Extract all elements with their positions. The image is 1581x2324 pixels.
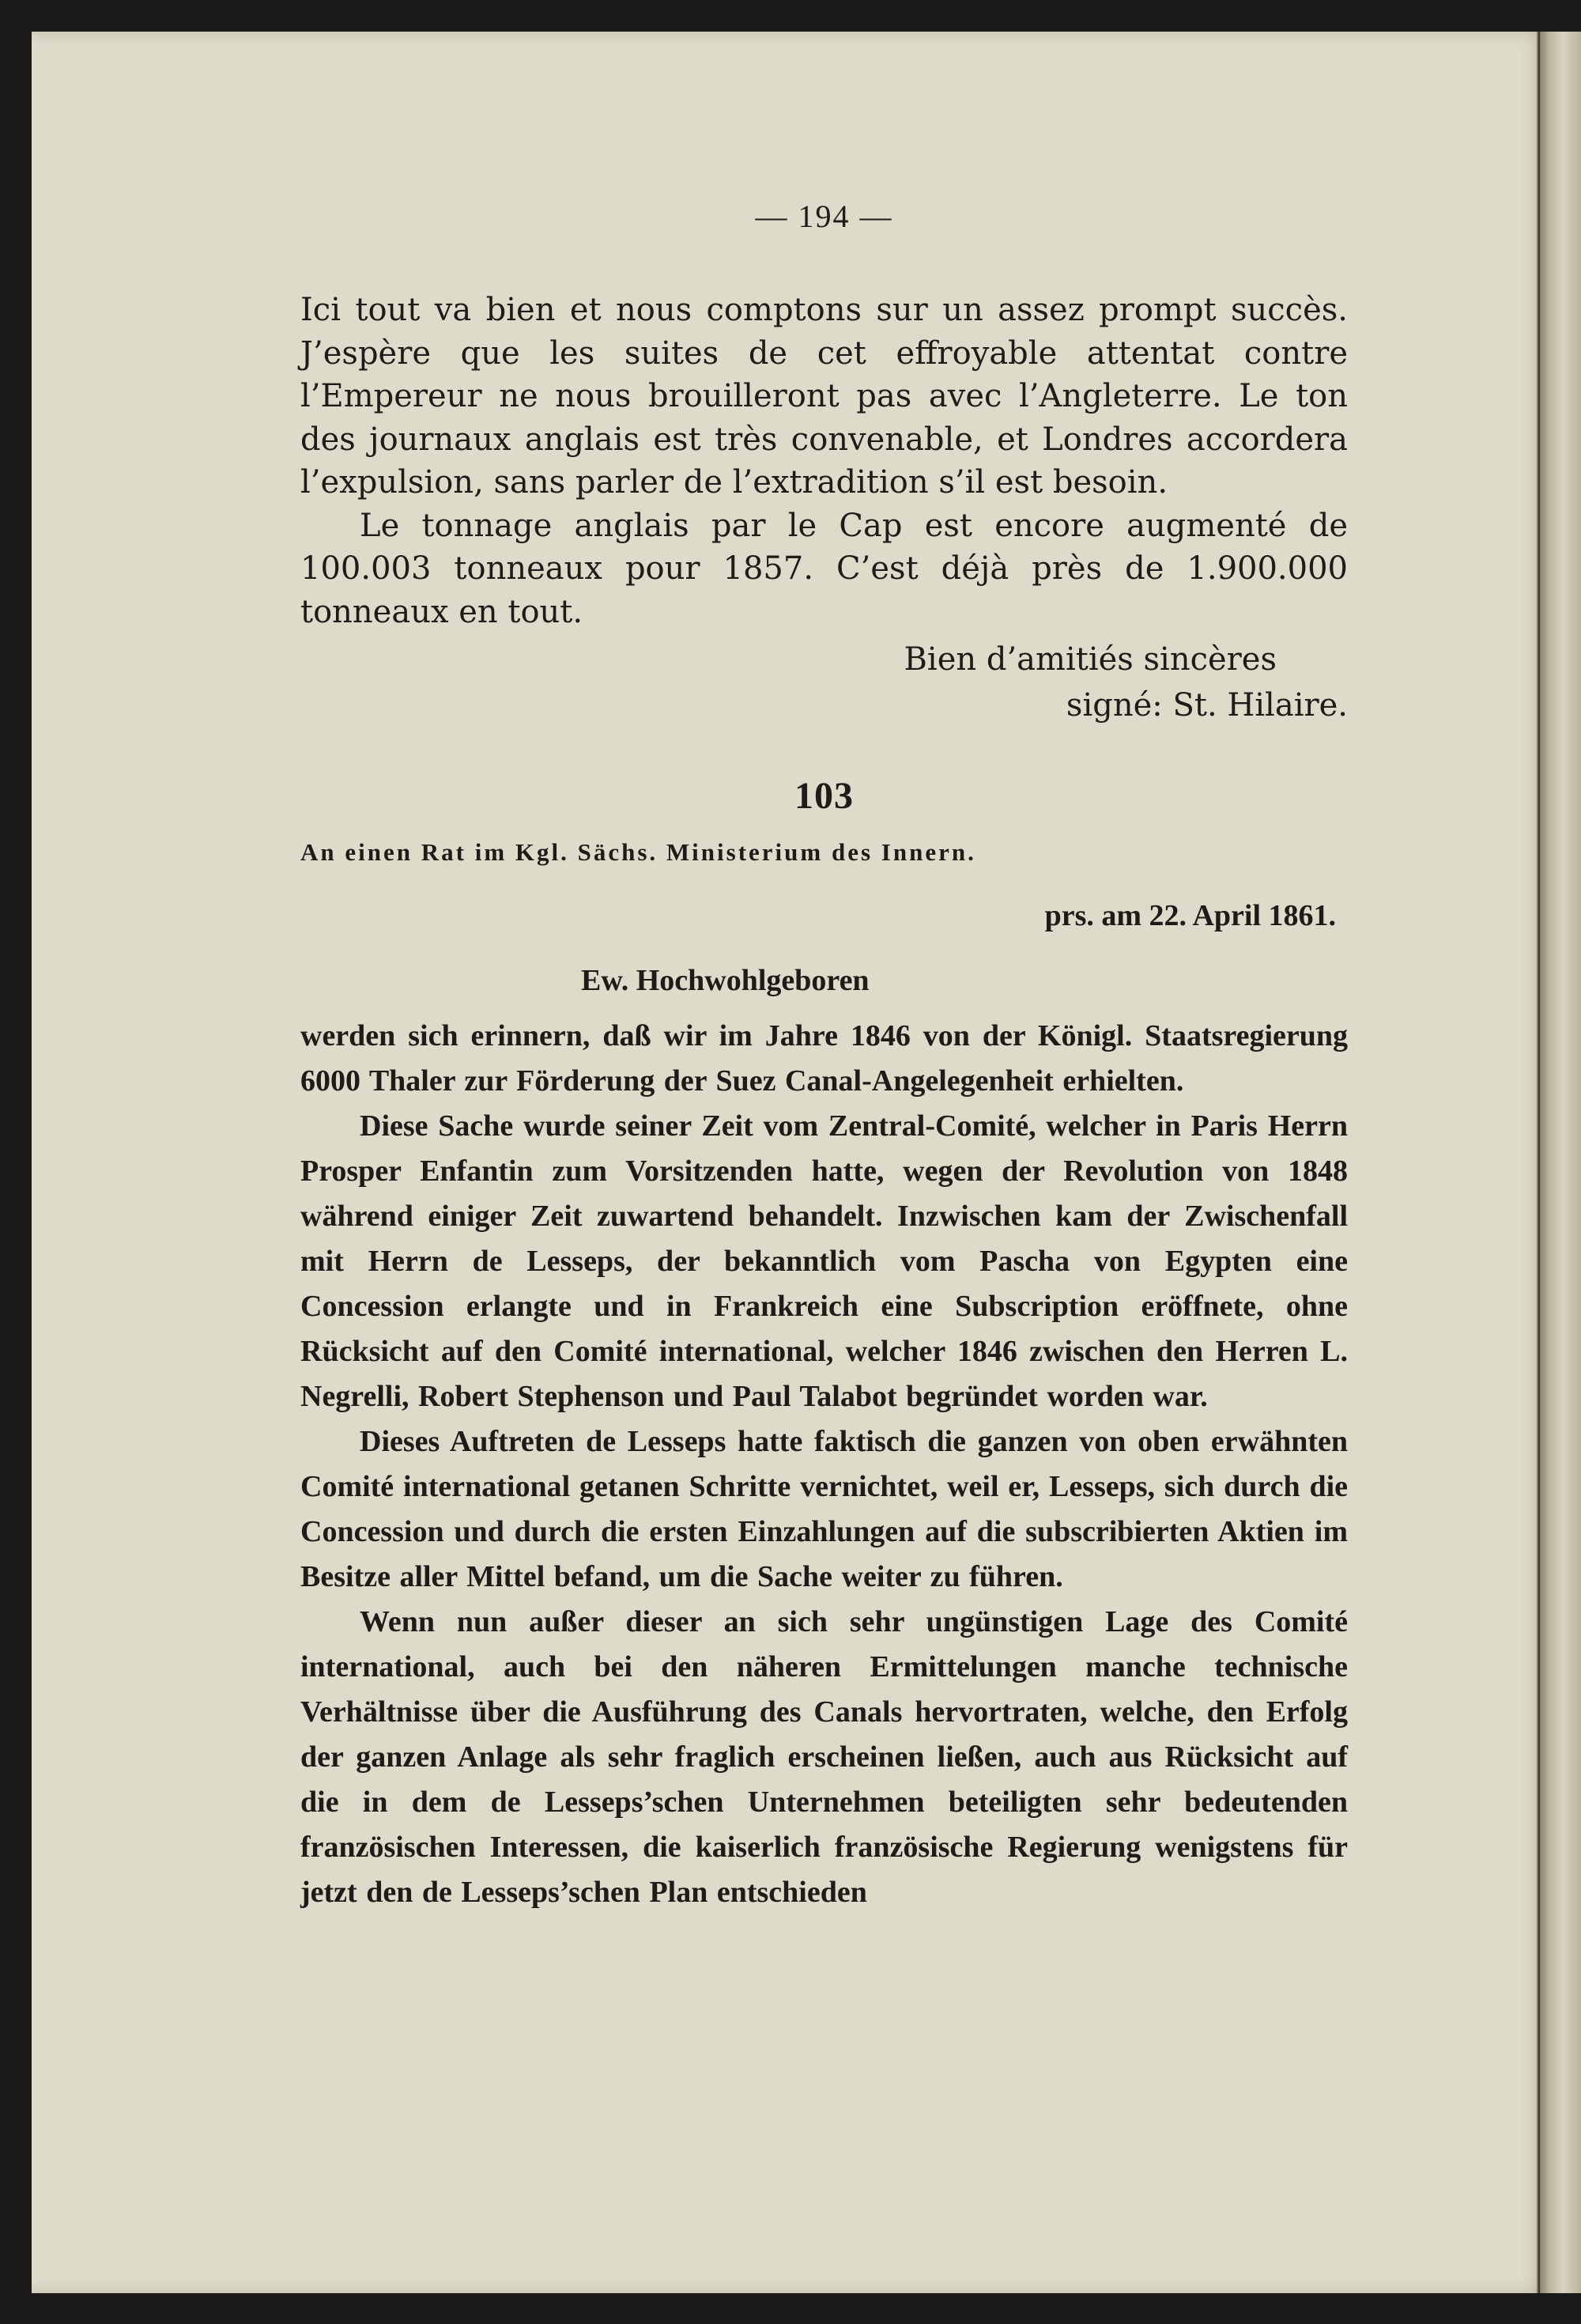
page-text [300,198,1348,1915]
letter-salutation: Ew. Hochwohlgeboren [581,964,870,997]
french-paragraph-2: Le tonnage anglais par le Cap est encore augmenté de 100.003 tonneaux pour 1857. C’est déjà près de 1.900.000 tonneaux en tout. [300,507,1348,630]
page-edge [1537,32,1581,2293]
german-paragraph-2: Diese Sache wurde seiner Zeit vom Zentral-Comité, welcher in Paris Herrn Prosper Enfantin zum Vorsitzenden hatte, wegen der Revolution von 1848 während einiger Zeit zuwartend behandelt. Inzwischen kam der Zwischenfall mit Herrn de Lesseps, der bekanntlich vom Pascha von Egypten eine Concession erlangte und in Frankreich eine Subscription eröffnete, ohne Rücksicht auf den Comité international, welcher 1846 zwischen den Herren L. Negrelli, Robert Stephenson und Paul Talabot begründet worden war. [300,1109,1348,1413]
french-paragraph-1: Ici tout va bien et nous comptons sur un assez prompt succès. J’espère que les suites de cet effroyable attentat contre l’Empereur ne nous brouilleront pas avec l’Angleterre. Le ton des journaux anglais est très convenable, et Londres accordera l’expulsion, sans parler de l’extradition s’il est besoin. [300,292,1348,501]
letter-recipient: An einen Rat im Kgl. Sächs. Ministerium des Innern. [300,838,976,866]
letter-signature: signé: St. Hilaire. [1066,687,1348,724]
german-paragraph-1: werden sich erinnern, daß wir im Jahre 1846 von der Königl. Staatsregierung 6000 Thaler zur Förderung der Suez Canal-Angelegenheit erhielten. [300,1019,1348,1098]
received-date: prs. am 22. April 1861. [1044,899,1336,932]
page-number: — 194 — [755,198,893,234]
letter-closing: Bien d’amitiés sincères [904,641,1277,678]
german-paragraph-4: Wenn nun außer dieser an sich sehr ungünstigen Lage des Comité international, auch bei den näheren Ermittelungen manche technische Verhältnisse über die Ausführung des Canals hervortraten, welche, den Erfolg der ganzen Anlage als sehr fraglich erscheinen ließen, auch aus Rücksicht auf die in dem de Lesseps’schen Unternehmen beteiligten sehr bedeutenden französischen Interessen, die kaiserlich französische Regierung wenigstens für jetzt den de Lesseps’schen Plan entschieden [300,1605,1348,1909]
page-gutter [1538,32,1540,2293]
letter-number: 103 [794,775,854,817]
german-paragraph-3: Dieses Auftreten de Lesseps hatte faktisch die ganzen von oben erwähnten Comité international getanen Schritte vernichtet, weil er, Lesseps, sich durch die Concession und durch die ersten Einzahlungen auf die subscribierten Aktien im Besitze aller Mittel befand, um die Sache weiter zu führen. [300,1425,1348,1593]
